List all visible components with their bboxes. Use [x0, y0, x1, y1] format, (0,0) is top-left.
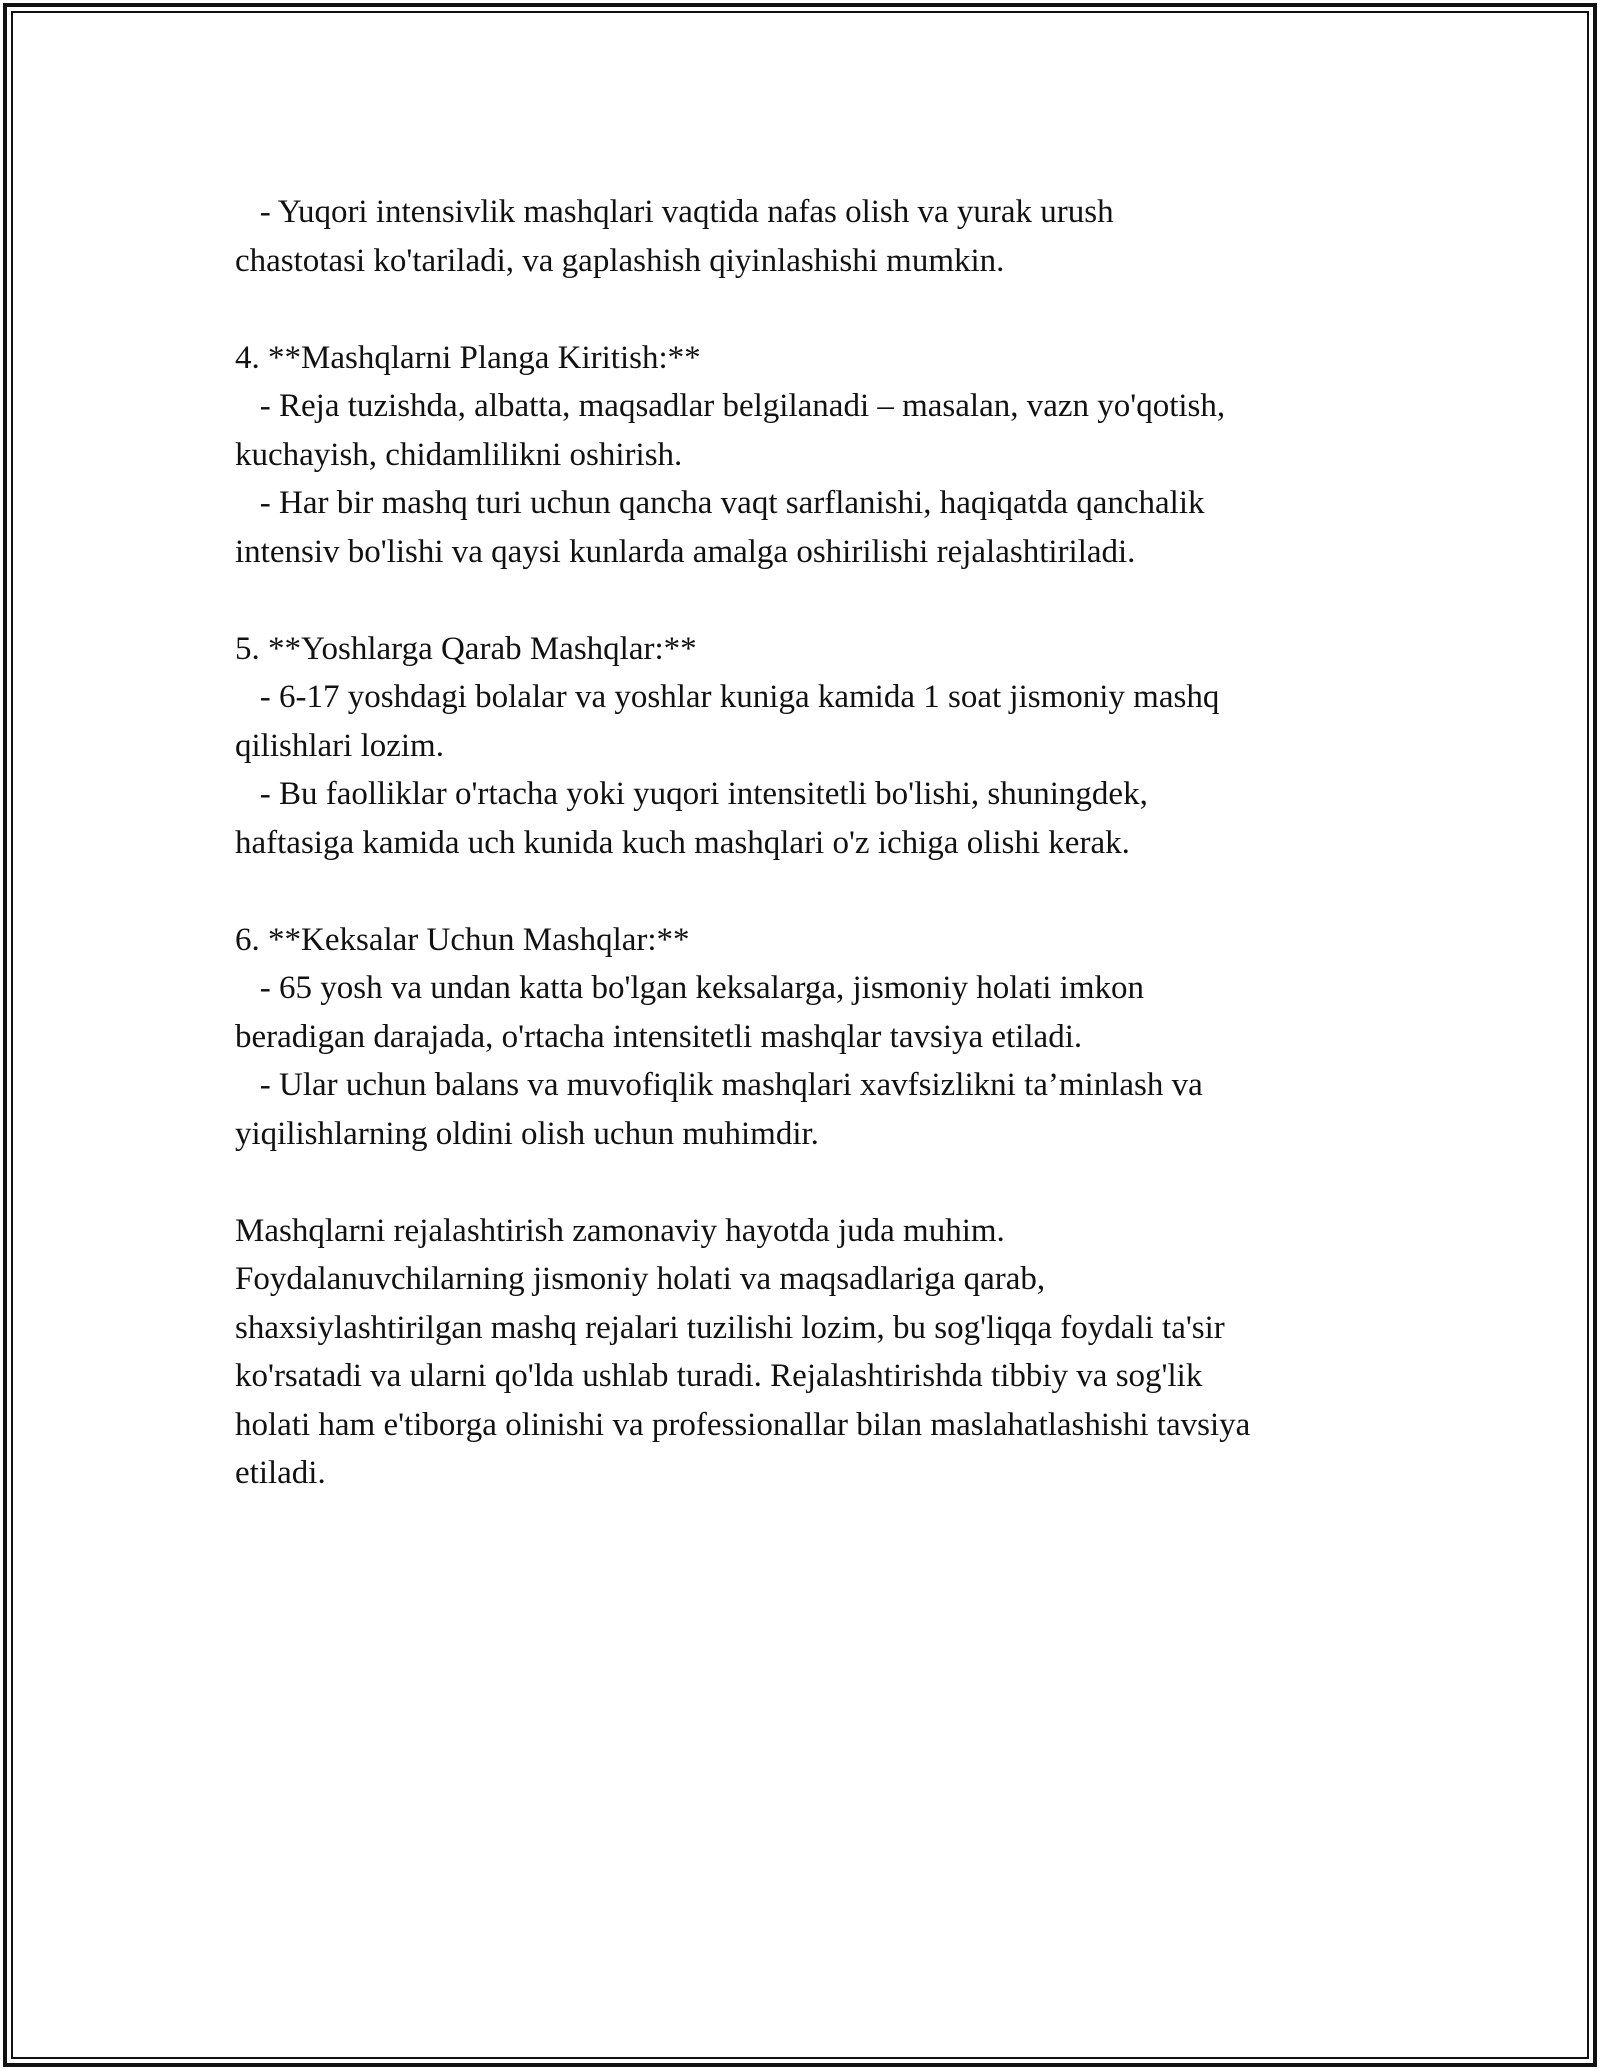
text-line: Mashqlarni rejalashtirish zamonaviy hayotda juda muhim.	[235, 1212, 1005, 1249]
document-body	[235, 188, 1375, 1498]
paragraph-spacer	[235, 867, 1375, 916]
section-heading: 5. **Yoshlarga Qarab Mashqlar:**	[235, 630, 697, 667]
text-line: - Yuqori intensivlik mashqlari vaqtida nafas olish va yurak urush	[235, 194, 1114, 230]
text-line: haftasiga kamida uch kunida kuch mashqlari o'z ichiga olishi kerak.	[235, 824, 1130, 861]
text-line: holati ham e'tiborga olinishi va professionallar bilan maslahatlashishi tavsiya	[235, 1406, 1251, 1443]
paragraph-spacer	[235, 576, 1375, 625]
text-line: etiladi.	[235, 1455, 326, 1491]
section-heading: 4. **Mashqlarni Planga Kiritish:**	[235, 339, 701, 376]
text-line: beradigan darajada, o'rtacha intensitetli mashqlar tavsiya etiladi.	[235, 1018, 1083, 1055]
section-4-planning	[235, 334, 1375, 577]
text-line: - Bu faolliklar o'rtacha yoki yuqori intensitetli bo'lishi, shuningdek,	[235, 776, 1148, 812]
text-line: - Har bir mashq turi uchun qancha vaqt sarflanishi, haqiqatda qanchalik	[235, 485, 1205, 521]
text-line: chastotasi ko'tariladi, va gaplashish qiyinlashishi mumkin.	[235, 242, 1005, 279]
text-line: - Ular uchun balans va muvofiqlik mashqlari xavfsizlikni ta’minlash va	[235, 1067, 1203, 1103]
text-line: - Reja tuzishda, albatta, maqsadlar belgilanadi – masalan, vazn yo'qotish,	[235, 388, 1226, 424]
section-6-elderly	[235, 916, 1375, 1159]
text-line: ko'rsatadi va ularni qo'lda ushlab turadi. Rejalashtirishda tibbiy va sog'lik	[235, 1358, 1203, 1394]
text-line: kuchayish, chidamlilikni oshirish.	[235, 436, 683, 473]
text-line: intensiv bo'lishi va qaysi kunlarda amalga oshirilishi rejalashtiriladi.	[235, 533, 1136, 570]
text-line: - 65 yosh va undan katta bo'lgan keksalarga, jismoniy holati imkon	[235, 970, 1145, 1006]
paragraph-spacer	[235, 285, 1375, 334]
text-line: qilishlari lozim.	[235, 727, 444, 764]
conclusion-paragraph	[235, 1207, 1375, 1498]
paragraph-intensity-note	[235, 188, 1375, 285]
text-line: - 6-17 yoshdagi bolalar va yoshlar kuniga kamida 1 soat jismoniy mashq	[235, 679, 1220, 715]
text-line: shaxsiylashtirilgan mashq rejalari tuzilishi lozim, bu sog'liqqa foydali ta'sir	[235, 1309, 1225, 1346]
paragraph-spacer	[235, 1158, 1375, 1207]
text-line: yiqilishlarning oldini olish uchun muhimdir.	[235, 1115, 819, 1152]
section-heading: 6. **Keksalar Uchun Mashqlar:**	[235, 921, 690, 958]
section-5-youth	[235, 625, 1375, 868]
text-line: Foydalanuvchilarning jismoniy holati va maqsadlariga qarab,	[235, 1261, 1046, 1297]
